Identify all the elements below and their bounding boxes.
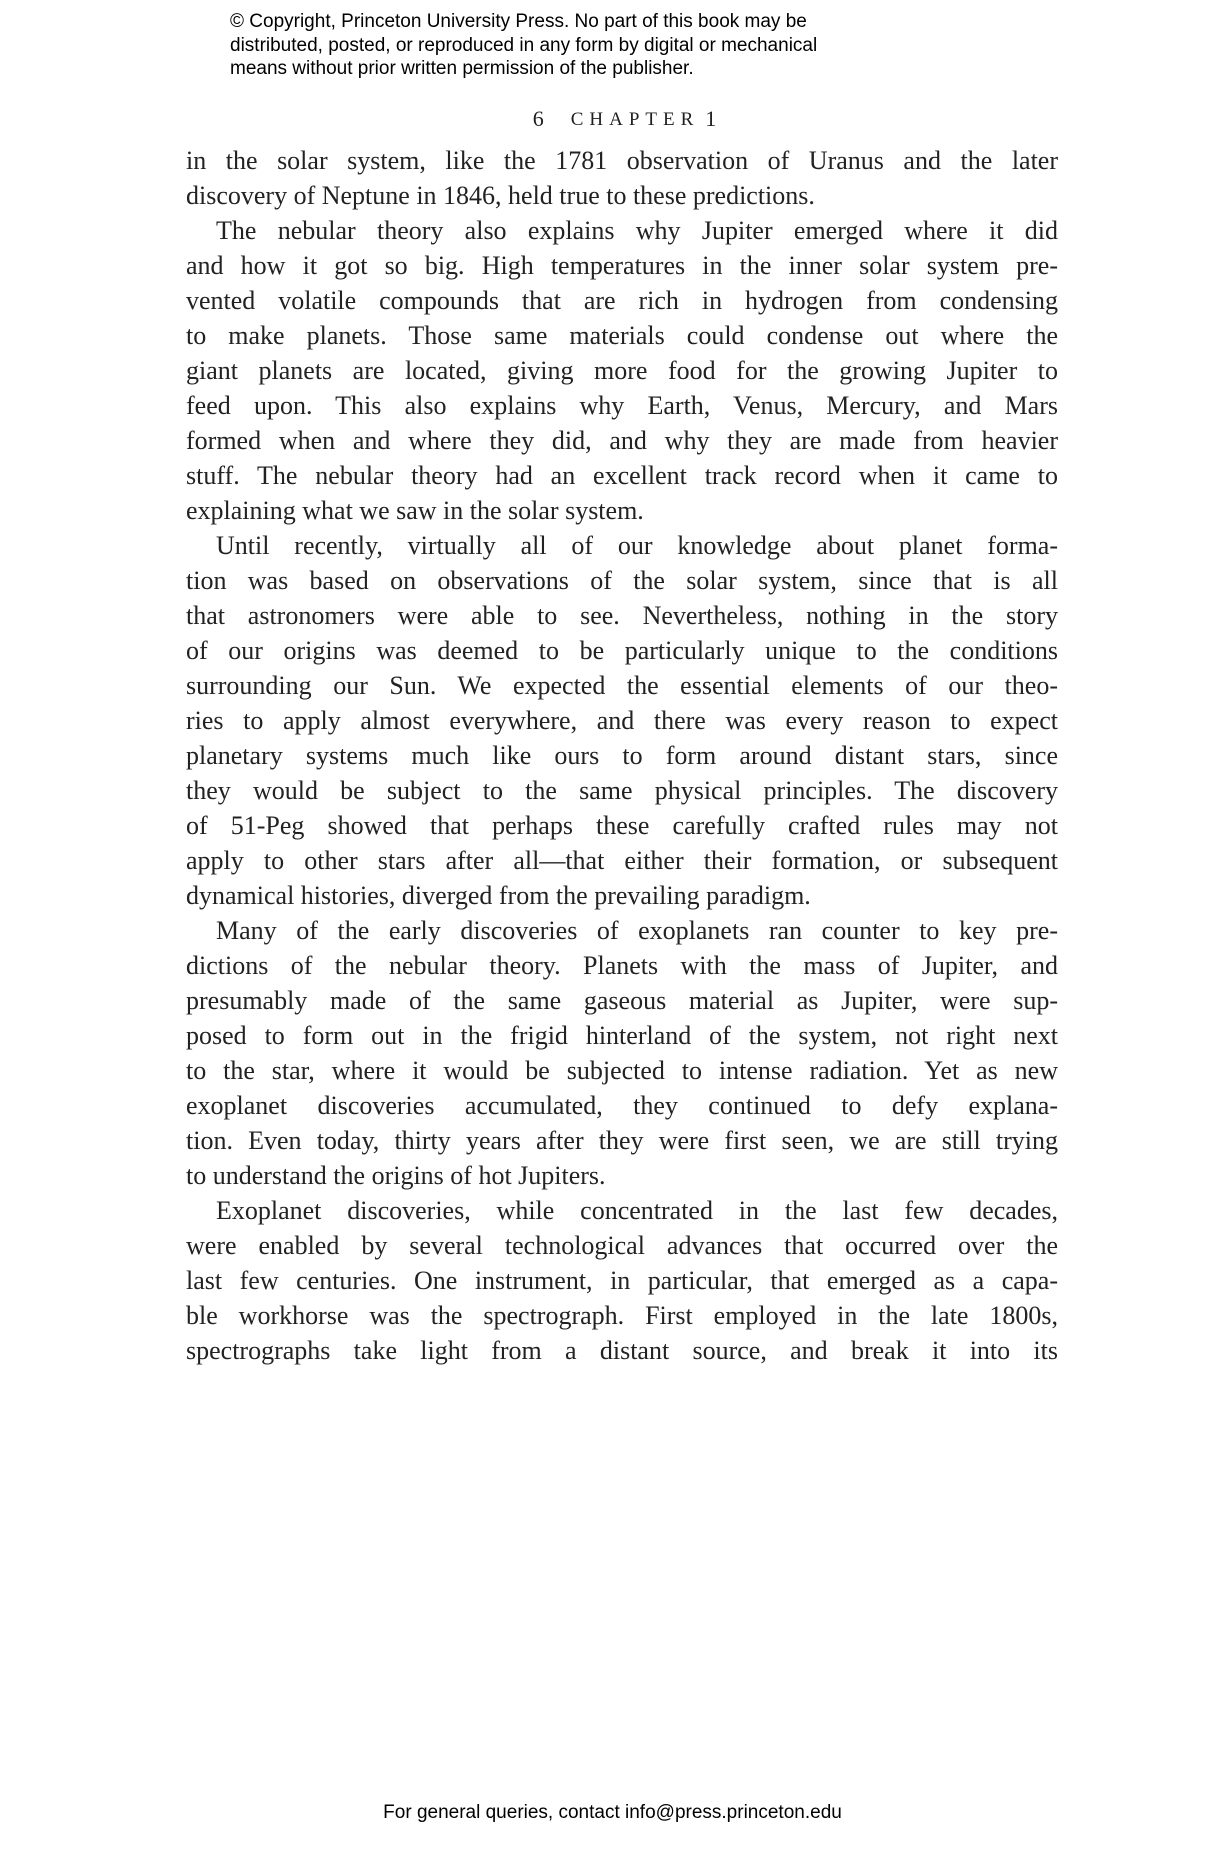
- text-line: vented volatile compounds that are rich in hydrogen from condensing: [186, 286, 1058, 315]
- text-line: last few centuries. One instrument, in particular, that emerged as a capa-: [186, 1266, 1058, 1295]
- text-line: Until recently, virtually all of our knowledge about planet forma-: [216, 531, 1058, 560]
- copyright-line: distributed, posted, or reproduced in any form by digital or mechanical: [230, 34, 818, 56]
- text-line: explaining what we saw in the solar system.: [186, 496, 644, 525]
- text-line: Many of the early discoveries of exoplanets ran counter to key pre-: [216, 916, 1058, 945]
- text-line: exoplanet discoveries accumulated, they continued to defy explana-: [186, 1091, 1058, 1120]
- text-line: dynamical histories, diverged from the prevailing paradigm.: [186, 881, 811, 910]
- text-line: giant planets are located, giving more food for the growing Jupiter to: [186, 356, 1058, 385]
- text-line: stuff. The nebular theory had an excellent track record when it came to: [186, 461, 1058, 490]
- text-line: Exoplanet discoveries, while concentrated in the last few decades,: [216, 1196, 1058, 1225]
- text-line: they would be subject to the same physical principles. The discovery: [186, 776, 1058, 805]
- text-line: of 51-Peg showed that perhaps these carefully crafted rules may not: [186, 811, 1058, 840]
- body-text: [186, 143, 1058, 1368]
- text-line: apply to other stars after all—that either their formation, or subsequent: [186, 846, 1058, 875]
- text-line: and how it got so big. High temperatures in the inner solar system pre-: [186, 251, 1058, 280]
- page-number: 6: [532, 106, 545, 131]
- text-line: ble workhorse was the spectrograph. First employed in the late 1800s,: [186, 1301, 1058, 1330]
- text-line: The nebular theory also explains why Jupiter emerged where it did: [216, 216, 1058, 245]
- text-line: tion. Even today, thirty years after they were first seen, we are still trying: [186, 1126, 1058, 1155]
- running-head: [12, 106, 1225, 132]
- text-line: planetary systems much like ours to form around distant stars, since: [186, 741, 1058, 770]
- text-line: that astronomers were able to see. Nevertheless, nothing in the story: [186, 601, 1058, 630]
- text-line: to understand the origins of hot Jupiters.: [186, 1161, 606, 1190]
- text-line: of our origins was deemed to be particularly unique to the conditions: [186, 636, 1058, 665]
- text-line: in the solar system, like the 1781 observation of Uranus and the later: [186, 146, 1058, 175]
- text-line: posed to form out in the frigid hinterland of the system, not right next: [186, 1021, 1058, 1050]
- copyright-notice: [230, 10, 817, 81]
- text-line: ries to apply almost everywhere, and there was every reason to expect: [186, 706, 1058, 735]
- text-line: to the star, where it would be subjected to intense radiation. Yet as new: [186, 1056, 1058, 1085]
- chapter-label: CHAPTER: [570, 109, 700, 130]
- chapter-number: 1: [705, 106, 717, 131]
- text-line: were enabled by several technological advances that occurred over the: [186, 1231, 1058, 1260]
- text-line: dictions of the nebular theory. Planets with the mass of Jupiter, and: [186, 951, 1058, 980]
- copyright-line: © Copyright, Princeton University Press. No part of this book may be: [230, 11, 807, 32]
- text-line: to make planets. Those same materials could condense out where the: [186, 321, 1058, 350]
- text-line: spectrographs take light from a distant source, and break it into its: [186, 1336, 1058, 1365]
- text-line: formed when and where they did, and why they are made from heavier: [186, 426, 1058, 455]
- footer-contact: For general queries, contact info@press.princeton.edu: [383, 1802, 842, 1823]
- text-line: discovery of Neptune in 1846, held true to these predictions.: [186, 181, 815, 210]
- text-line: presumably made of the same gaseous material as Jupiter, were sup-: [186, 986, 1058, 1015]
- text-line: surrounding our Sun. We expected the essential elements of our theo-: [186, 671, 1058, 700]
- copyright-line: means without prior written permission of the publisher.: [230, 58, 694, 79]
- text-line: feed upon. This also explains why Earth, Venus, Mercury, and Mars: [186, 391, 1058, 420]
- text-line: tion was based on observations of the solar system, since that is all: [186, 566, 1058, 595]
